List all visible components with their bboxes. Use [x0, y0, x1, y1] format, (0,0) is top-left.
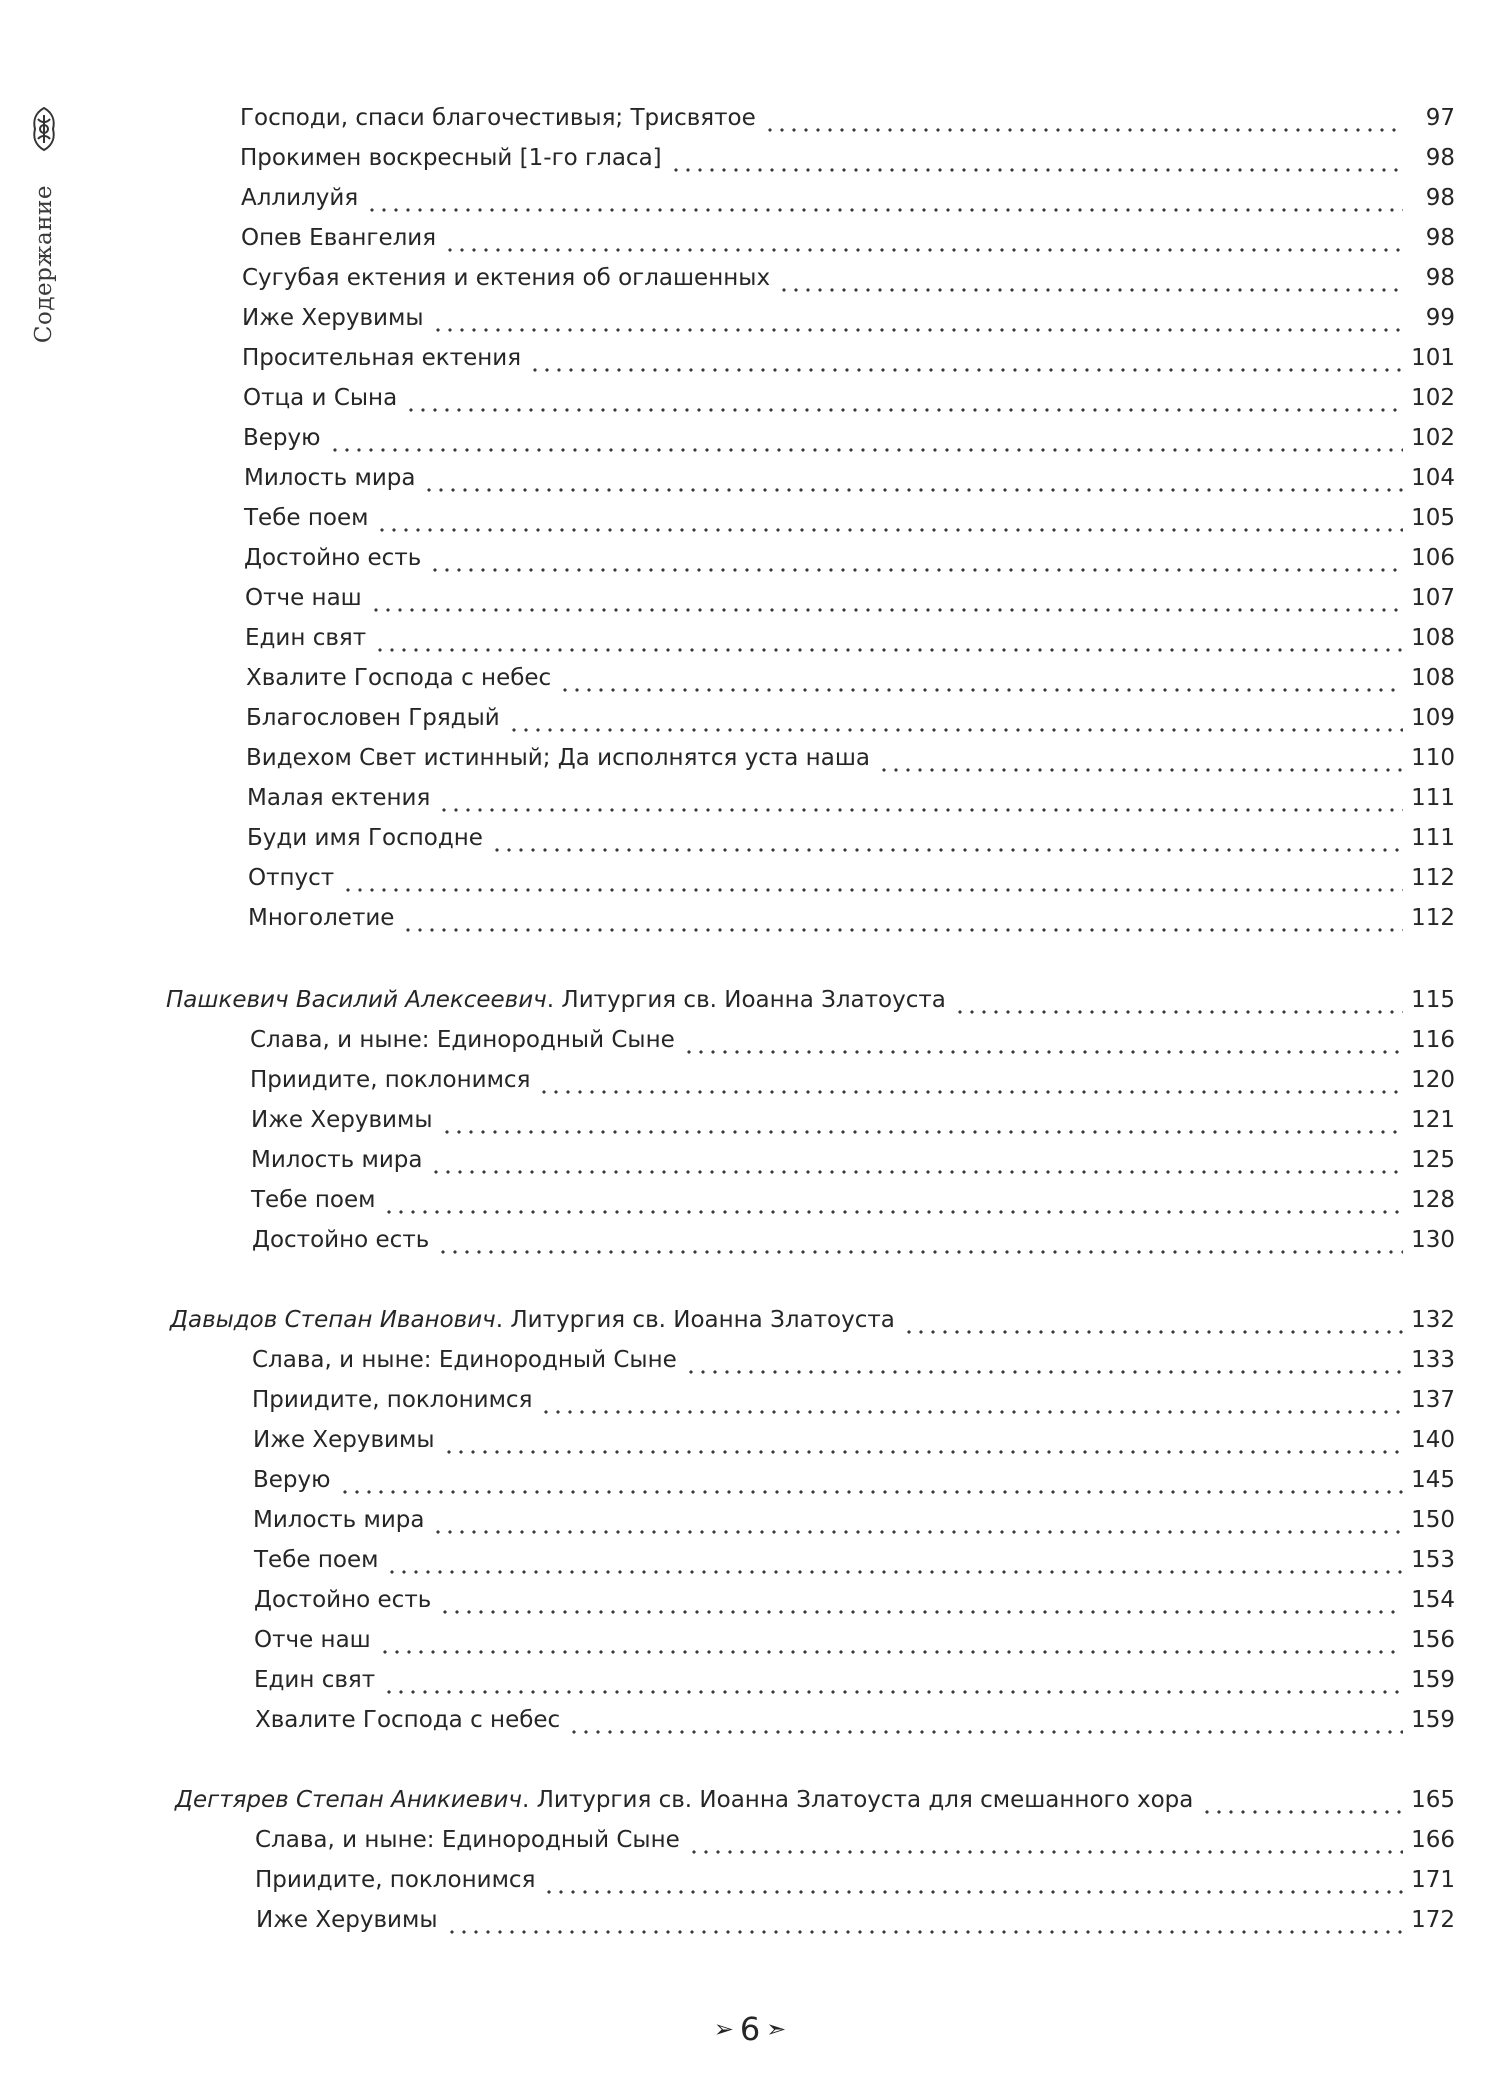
toc-entry-title: Благословен Грядый — [246, 705, 500, 731]
toc-page-number: 137 — [1411, 1387, 1455, 1413]
toc-page-number: 132 — [1411, 1307, 1455, 1333]
toc-entry-title: Буди имя Господне — [247, 825, 483, 851]
toc-entry — [255, 1700, 1455, 1740]
dot-leader — [446, 1900, 1403, 1940]
toc-page-number: 111 — [1411, 825, 1455, 851]
dot-leader — [1201, 1780, 1403, 1820]
toc-entry — [241, 218, 1455, 258]
toc-entry-title: Приидите, поклонимся — [250, 1067, 531, 1093]
toc-page-number: 106 — [1411, 545, 1455, 571]
toc-page-number: 99 — [1425, 305, 1455, 331]
toc-page-number: 156 — [1411, 1627, 1455, 1653]
toc-entry-title: Сугубая ектения и ектения об оглашенных — [242, 265, 771, 291]
toc-entry — [254, 1660, 1455, 1700]
toc-entry — [253, 1420, 1455, 1460]
toc-section-title — [170, 1300, 903, 1340]
toc-entry-title: Аллилуйя — [241, 185, 359, 211]
toc-entry-title: Тебе поем — [251, 1187, 376, 1213]
work-title: . Литургия св. Иоанна Златоуста — [546, 987, 946, 1013]
dot-leader — [342, 858, 1403, 898]
toc-entry — [246, 738, 1455, 778]
page-number — [0, 2010, 1500, 2048]
toc-page-number: 171 — [1411, 1867, 1455, 1893]
toc-entry-title: Иже Херувимы — [242, 305, 424, 331]
toc-page-number: 128 — [1411, 1187, 1455, 1213]
toc-entry — [252, 1220, 1455, 1260]
dot-leader — [529, 338, 1403, 378]
toc-entry — [242, 258, 1455, 298]
toc-entry — [248, 898, 1455, 938]
toc-page-number: 112 — [1411, 905, 1455, 931]
toc-entry-title: Един свят — [254, 1667, 376, 1693]
toc-entry-title: Слава, и ныне: Единородный Сыне — [255, 1827, 680, 1853]
dot-leader — [559, 658, 1403, 698]
dot-leader — [438, 778, 1403, 818]
toc-page-number: 165 — [1411, 1787, 1455, 1813]
dot-leader — [764, 98, 1403, 138]
toc-entry — [246, 698, 1455, 738]
dot-leader — [339, 1460, 1403, 1500]
dot-leader — [402, 898, 1403, 938]
toc-entry — [244, 458, 1455, 498]
dot-leader — [430, 1140, 1403, 1180]
toc-entry-title: Достойно есть — [254, 1587, 432, 1613]
toc-entry — [244, 538, 1455, 578]
toc-entry-title: Слава, и ныне: Единородный Сыне — [250, 1027, 675, 1053]
toc-entry-title: Хвалите Господа с небес — [255, 1707, 561, 1733]
dot-leader — [405, 378, 1403, 418]
toc-entry-title: Слава, и ныне: Единородный Сыне — [252, 1347, 677, 1373]
toc-entry — [246, 658, 1455, 698]
toc-section-header — [166, 980, 1455, 1020]
toc-entry — [254, 1620, 1455, 1660]
work-title: . Литургия св. Иоанна Златоуста — [495, 1307, 895, 1333]
toc-entry — [254, 1540, 1455, 1580]
toc-section-title — [175, 1780, 1201, 1820]
dot-leader — [374, 618, 1403, 658]
toc-entry — [251, 1100, 1455, 1140]
toc-entry-title: Отпуст — [248, 865, 335, 891]
toc-entry — [244, 498, 1455, 538]
dot-leader — [444, 218, 1403, 258]
toc-page-number: 97 — [1425, 105, 1455, 131]
toc-page-number: 140 — [1411, 1427, 1455, 1453]
toc-entry-title: Многолетие — [248, 905, 395, 931]
toc-entry-title: Един свят — [245, 625, 367, 651]
toc-entry-title: Иже Херувимы — [253, 1427, 435, 1453]
toc-page-number: 145 — [1411, 1467, 1455, 1493]
toc-entry-title: Достойно есть — [244, 545, 422, 571]
toc-page-number: 108 — [1411, 665, 1455, 691]
toc-entry — [252, 1380, 1455, 1420]
toc-page-number: 115 — [1411, 987, 1455, 1013]
toc-page-number: 121 — [1411, 1107, 1455, 1133]
toc-page-number: 154 — [1411, 1587, 1455, 1613]
dot-leader — [383, 1660, 1403, 1700]
toc-entry-title: Отче наш — [245, 585, 362, 611]
dot-leader — [491, 818, 1403, 858]
toc-page-number: 120 — [1411, 1067, 1455, 1093]
toc-entry — [247, 778, 1455, 818]
toc-page-number: 98 — [1425, 145, 1455, 171]
composer-name: Пашкевич Василий Алексеевич — [166, 987, 547, 1013]
toc-entry — [253, 1500, 1455, 1540]
dot-leader — [878, 738, 1403, 778]
side-title: Содержание — [31, 185, 57, 344]
toc-page-number: 130 — [1411, 1227, 1455, 1253]
dot-leader — [423, 458, 1403, 498]
toc-entry-title: Иже Херувимы — [256, 1907, 438, 1933]
composer-name: Дегтярев Степан Аникиевич — [175, 1787, 522, 1813]
toc-entry — [253, 1460, 1455, 1500]
toc-page-number: 125 — [1411, 1147, 1455, 1173]
toc-page-number: 133 — [1411, 1347, 1455, 1373]
toc-entry — [254, 1580, 1455, 1620]
toc-page-number: 102 — [1411, 385, 1455, 411]
toc-entry-title: Видехом Свет истинный; Да исполнятся уста наша — [246, 745, 870, 771]
toc-page-number: 150 — [1411, 1507, 1455, 1533]
toc-entry-title: Просительная ектения — [242, 345, 522, 371]
folio-right-icon: ➣ — [766, 2015, 787, 2043]
toc-entry — [250, 1020, 1455, 1060]
toc-page-number: 159 — [1411, 1707, 1455, 1733]
toc-entry-title: Верую — [243, 425, 321, 451]
toc-page-number: 111 — [1411, 785, 1455, 811]
toc-entry — [243, 418, 1455, 458]
dot-leader — [432, 1500, 1403, 1540]
dot-leader — [903, 1300, 1403, 1340]
dot-leader — [429, 538, 1403, 578]
toc-entry — [242, 298, 1455, 338]
dot-leader — [954, 980, 1403, 1020]
dot-leader — [508, 698, 1403, 738]
toc-page-number: 153 — [1411, 1547, 1455, 1573]
toc-entry-title: Тебе поем — [244, 505, 369, 531]
dot-leader — [383, 1180, 1403, 1220]
dot-leader — [443, 1420, 1403, 1460]
toc-page-number: 112 — [1411, 865, 1455, 891]
toc-entry — [247, 818, 1455, 858]
dot-leader — [376, 498, 1403, 538]
toc-page-number: 98 — [1425, 225, 1455, 251]
toc-page-number: 105 — [1411, 505, 1455, 531]
toc-entry-title: Иже Херувимы — [251, 1107, 433, 1133]
toc-entry-title: Тебе поем — [254, 1547, 379, 1573]
toc-entry — [240, 98, 1455, 138]
dot-leader — [329, 418, 1403, 458]
toc-page-number: 108 — [1411, 625, 1455, 651]
folio-left-icon: ➢ — [713, 2015, 734, 2043]
toc-entry — [250, 1060, 1455, 1100]
toc-page-number: 101 — [1411, 345, 1455, 371]
toc-section-title — [166, 980, 954, 1020]
toc-entry — [252, 1340, 1455, 1380]
toc-page-number: 104 — [1411, 465, 1455, 491]
dot-leader — [538, 1060, 1403, 1100]
toc-entry-title: Милость мира — [253, 1507, 425, 1533]
dot-leader — [540, 1380, 1403, 1420]
toc-entry-title: Приидите, поклонимся — [252, 1387, 533, 1413]
dot-leader — [568, 1700, 1403, 1740]
ornament-icon — [29, 105, 59, 153]
dot-leader — [366, 178, 1403, 218]
toc-entry — [255, 1820, 1455, 1860]
toc-entry — [251, 1140, 1455, 1180]
toc-page-number: 110 — [1411, 745, 1455, 771]
dot-leader — [432, 298, 1403, 338]
dot-leader — [543, 1860, 1403, 1900]
toc-entry-title: Приидите, поклонимся — [255, 1867, 536, 1893]
toc-entry-title: Хвалите Господа с небес — [246, 665, 552, 691]
toc-entry-title: Опев Евангелия — [241, 225, 437, 251]
work-title: . Литургия св. Иоанна Златоуста для смешанного хора — [521, 1787, 1194, 1813]
toc-entry — [241, 178, 1455, 218]
toc-entry — [255, 1860, 1455, 1900]
dot-leader — [386, 1540, 1403, 1580]
toc-entry — [245, 618, 1455, 658]
toc-page-number: 98 — [1425, 185, 1455, 211]
toc-entry — [251, 1180, 1455, 1220]
toc-entry — [240, 138, 1455, 178]
dot-leader — [441, 1100, 1403, 1140]
composer-name: Давыдов Степан Иванович — [170, 1307, 496, 1333]
toc-page-number: 98 — [1425, 265, 1455, 291]
toc-page-number: 172 — [1411, 1907, 1455, 1933]
dot-leader — [685, 1340, 1403, 1380]
toc-page-number: 102 — [1411, 425, 1455, 451]
toc-page-number: 116 — [1411, 1027, 1455, 1053]
toc-entry-title: Малая ектения — [247, 785, 431, 811]
dot-leader — [670, 138, 1403, 178]
toc-entry — [242, 338, 1455, 378]
dot-leader — [379, 1620, 1403, 1660]
page-number-value: 6 — [739, 2010, 761, 2048]
dot-leader — [437, 1220, 1403, 1260]
toc-entry-title: Милость мира — [244, 465, 416, 491]
toc-page-number: 166 — [1411, 1827, 1455, 1853]
toc-entry-title: Достойно есть — [252, 1227, 430, 1253]
toc-entry — [245, 578, 1455, 618]
toc-entry-title: Отче наш — [254, 1627, 371, 1653]
toc-section-header — [175, 1780, 1455, 1820]
toc-page-number: 107 — [1411, 585, 1455, 611]
dot-leader — [370, 578, 1403, 618]
sidebar — [22, 105, 66, 343]
toc-entry-title: Милость мира — [251, 1147, 423, 1173]
toc-entry-title: Господи, спаси благочестивыя; Трисвятое — [240, 105, 756, 131]
toc-entry — [243, 378, 1455, 418]
toc-entry-title: Верую — [253, 1467, 331, 1493]
toc-page-number: 109 — [1411, 705, 1455, 731]
dot-leader — [683, 1020, 1403, 1060]
toc-entry — [248, 858, 1455, 898]
toc-entry-title: Прокимен воскресный [1-го гласа] — [240, 145, 662, 171]
dot-leader — [688, 1820, 1403, 1860]
toc-section-header — [170, 1300, 1455, 1340]
toc-entry-title: Отца и Сына — [243, 385, 398, 411]
toc-page-number: 159 — [1411, 1667, 1455, 1693]
toc-entry — [256, 1900, 1455, 1940]
dot-leader — [439, 1580, 1403, 1620]
dot-leader — [778, 258, 1403, 298]
